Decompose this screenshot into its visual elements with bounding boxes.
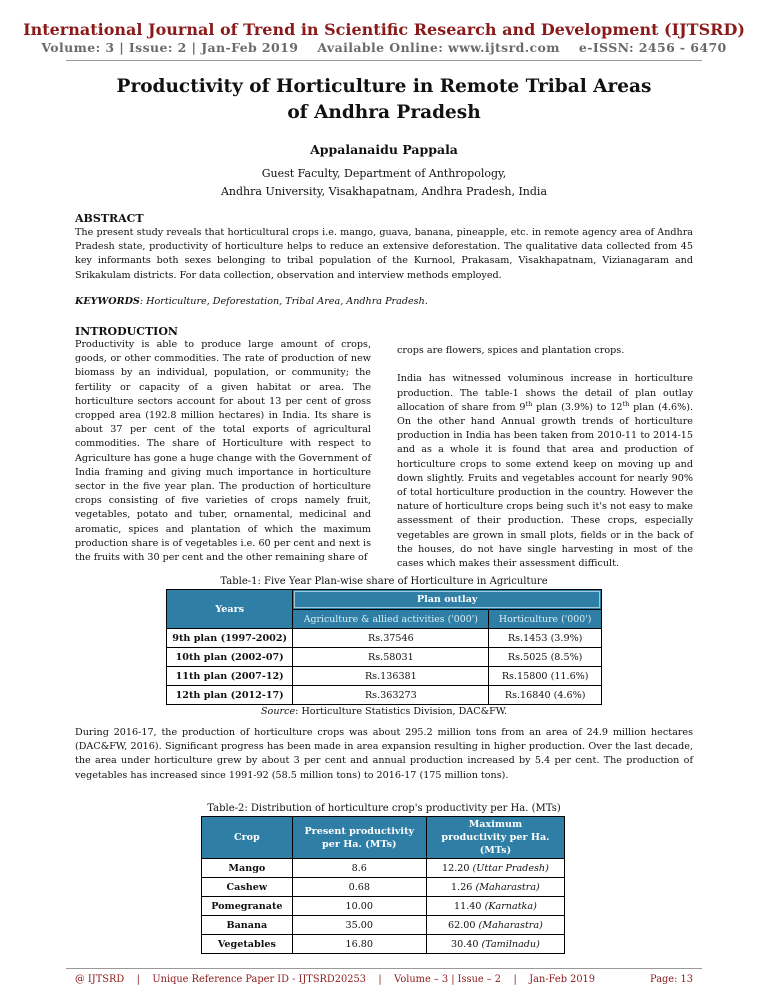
- table-cell: Banana: [202, 916, 293, 935]
- state-name: (Maharastra): [475, 881, 540, 893]
- paper-title: [90, 74, 678, 126]
- intro-text-segment: India has witnessed voluminous increase in horticulture production. The table-1 shows the detail of plan outlay allocation of share from 9: [397, 373, 693, 413]
- table-row: [202, 897, 565, 916]
- table-cell: Rs.5025 (8.5%): [489, 648, 602, 667]
- table-cell: 10.00: [292, 897, 426, 916]
- table2-header-present: Present productivity per Ha. (MTs): [292, 817, 426, 859]
- table-cell: Cashew: [202, 878, 293, 897]
- paper-title-line1: Productivity of Horticulture in Remote Tribal Areas: [116, 76, 652, 97]
- table-row: [202, 916, 565, 935]
- table-cell: Rs.16840 (4.6%): [489, 686, 602, 705]
- table-cell: 0.68: [292, 878, 426, 897]
- abstract-heading: ABSTRACT: [75, 212, 144, 225]
- table1-header-years: [167, 590, 293, 629]
- header-label: Years: [215, 603, 245, 615]
- table-cell: Mango: [202, 859, 293, 878]
- table-row: [202, 859, 565, 878]
- table-cell: 12th plan (2012-17): [167, 686, 293, 705]
- author-name: Appalanaidu Pappala: [310, 142, 458, 157]
- table-cell: [426, 878, 564, 897]
- page-number: Page: 13: [650, 974, 693, 985]
- table1-header-plan-outlay: [293, 590, 602, 610]
- table1-source: [150, 706, 618, 717]
- page-footer: [75, 974, 693, 985]
- affiliation-line2: Andhra University, Visakhapatnam, Andhra Pradesh, India: [220, 185, 548, 198]
- table-row: [167, 629, 602, 648]
- intro-right-paragraph-2: [397, 372, 693, 571]
- journal-info: Volume: 3 | Issue: 2 | Jan-Feb 2019 Available Online: www.ijtsrd.com e-ISSN: 2456 - 6470: [41, 40, 727, 55]
- state-name: (Uttar Pradesh): [472, 862, 549, 874]
- keywords-label: KEYWORDS: [75, 296, 140, 307]
- header-label: Plan outlay: [294, 591, 600, 608]
- introduction-left-column: Productivity is able to produce large amount of crops, goods, or other commodities. The rate of production of new biomass by an individual, population, or community; the fertility or capacity of a given habitat or area. The horticulture sectors account for about 13 per cent of gross cropped area (192.8 million hectares) in India. Its share is about 37 per cent of the total exports of agricultural commodities. The share of Horticulture with respect to Agriculture has gone a huge change with the Government of India framing and giving much importance in horticulture sector in the five year plan. The production of horticulture crops consisting of five varieties of crops namely fruit, vegetables, potato and tuber, ornamental, medicinal and aromatic, spices and plantation of which the maximum production share is of vegetables i.e. 60 per cent and next is the fruits with 30 per cent and the other remaining share of: [75, 339, 371, 564]
- table1: [166, 589, 602, 705]
- table-cell: 16.80: [292, 935, 426, 954]
- production-paragraph: During 2016-17, the production of horticulture crops was about 295.2 million tons from an area of 24.9 million hectares (DAC&FW, 2016). Significant progress has been made in area expansion resulting in higher production. Over the last decade, the area under horticulture grew by about 3 per cent and annual production increased by 5.4 per cent. The production of vegetables has increased since 1991-92 (58.5 million tons) to 2016-17 (175 million tons).: [75, 727, 693, 781]
- table-cell: [426, 935, 564, 954]
- state-name: (Karnatka): [484, 900, 537, 912]
- source-text: : Horticulture Statistics Division, DAC&FW.: [295, 706, 508, 717]
- max-value: 30.40: [451, 938, 479, 950]
- table-cell: Rs.1453 (3.9%): [489, 629, 602, 648]
- author-affiliation: [0, 165, 768, 201]
- table-cell: 8.6: [292, 859, 426, 878]
- table-cell: Rs.363273: [293, 686, 489, 705]
- max-value: 12.20: [442, 862, 470, 874]
- table-cell: Rs.15800 (11.6%): [489, 667, 602, 686]
- table2-header-crop: Crop: [202, 817, 293, 859]
- table-row: [167, 686, 602, 705]
- table-cell: 10th plan (2002-07): [167, 648, 293, 667]
- table-row: [167, 648, 602, 667]
- abstract-text: The present study reveals that horticultural crops i.e. mango, guava, banana, pineapple, etc. in remote agency area of Andhra Pradesh state, productivity of horticulture helps to reduce an extensive deforestation. The qualitative data collected from 45 key informants both sexes belonging to tribal population of the Kurnool, Prakasam, Visakhapatnam, Vizianagaram and Srikakulam districts. For data collection, observation and interview methods employed.: [75, 227, 693, 281]
- max-value: 62.00: [448, 919, 476, 931]
- intro-text-segment: plan (4.6%). On the other hand Annual growth trends of horticulture production in India has been taken from 2010-11 to 2014-15 and as a whole it is found that area and production of horticulture crops to some extend keep on moving up and down slightly. Fruits and vegetables account for nearly 90% of total horticulture production in the country. However the nature of horticulture crops being such it's not easy to make assessment of their production. These crops, especially vegetables are grown in small plots, fields or in the back of the houses, do not have single harvesting in most of the cases which makes their assessment difficult.: [397, 401, 693, 570]
- state-name: (Maharastra): [478, 919, 543, 931]
- table1-header-agriculture: Agriculture & allied activities ('000'): [293, 610, 489, 629]
- table-cell: Rs.37546: [293, 629, 489, 648]
- journal-title: International Journal of Trend in Scientific Research and Development (IJTSRD): [23, 20, 745, 39]
- table-cell: Rs.58031: [293, 648, 489, 667]
- table-cell: 9th plan (1997-2002): [167, 629, 293, 648]
- intro-right-paragraph-1: crops are flowers, spices and plantation crops.: [397, 345, 625, 356]
- table-cell: Pomegranate: [202, 897, 293, 916]
- footer-text: @ IJTSRD | Unique Reference Paper ID - IJTSRD20253 | Volume – 3 | Issue – 2 | Jan-Feb 2019: [75, 974, 596, 985]
- table-cell: Vegetables: [202, 935, 293, 954]
- table1-header-horticulture: Horticulture ('000'): [489, 610, 602, 629]
- table2: [201, 816, 565, 954]
- table-cell: [426, 897, 564, 916]
- intro-text-segment: plan (3.9%) to 12: [532, 401, 623, 413]
- header-divider: [66, 60, 702, 61]
- source-label: Source: [260, 706, 296, 717]
- affiliation-line1: Guest Faculty, Department of Anthropology,: [261, 167, 507, 180]
- introduction-heading: INTRODUCTION: [75, 325, 178, 338]
- keywords: [75, 296, 693, 307]
- table-cell: 11th plan (2007-12): [167, 667, 293, 686]
- table-cell: Rs.136381: [293, 667, 489, 686]
- paper-title-line2: of Andhra Pradesh: [287, 102, 481, 123]
- table2-caption: Table-2: Distribution of horticulture crop's productivity per Ha. (MTs): [207, 803, 561, 814]
- state-name: (Tamilnadu): [481, 938, 540, 950]
- table-cell: [426, 916, 564, 935]
- superscript: th: [525, 399, 533, 408]
- table1-caption: Table-1: Five Year Plan-wise share of Horticulture in Agriculture: [220, 576, 548, 587]
- superscript: th: [622, 399, 630, 408]
- table-cell: 35.00: [292, 916, 426, 935]
- max-value: 1.26: [451, 881, 473, 893]
- table-row: [167, 667, 602, 686]
- table2-header-maximum: Maximum productivity per Ha.(MTs): [426, 817, 564, 859]
- introduction-right-column: [397, 344, 693, 571]
- footer-divider: [66, 968, 702, 969]
- table-row: [202, 878, 565, 897]
- table-cell: [426, 859, 564, 878]
- max-value: 11.40: [454, 900, 482, 912]
- keywords-text: : Horticulture, Deforestation, Tribal Area, Andhra Pradesh.: [139, 296, 428, 307]
- table-row: [202, 935, 565, 954]
